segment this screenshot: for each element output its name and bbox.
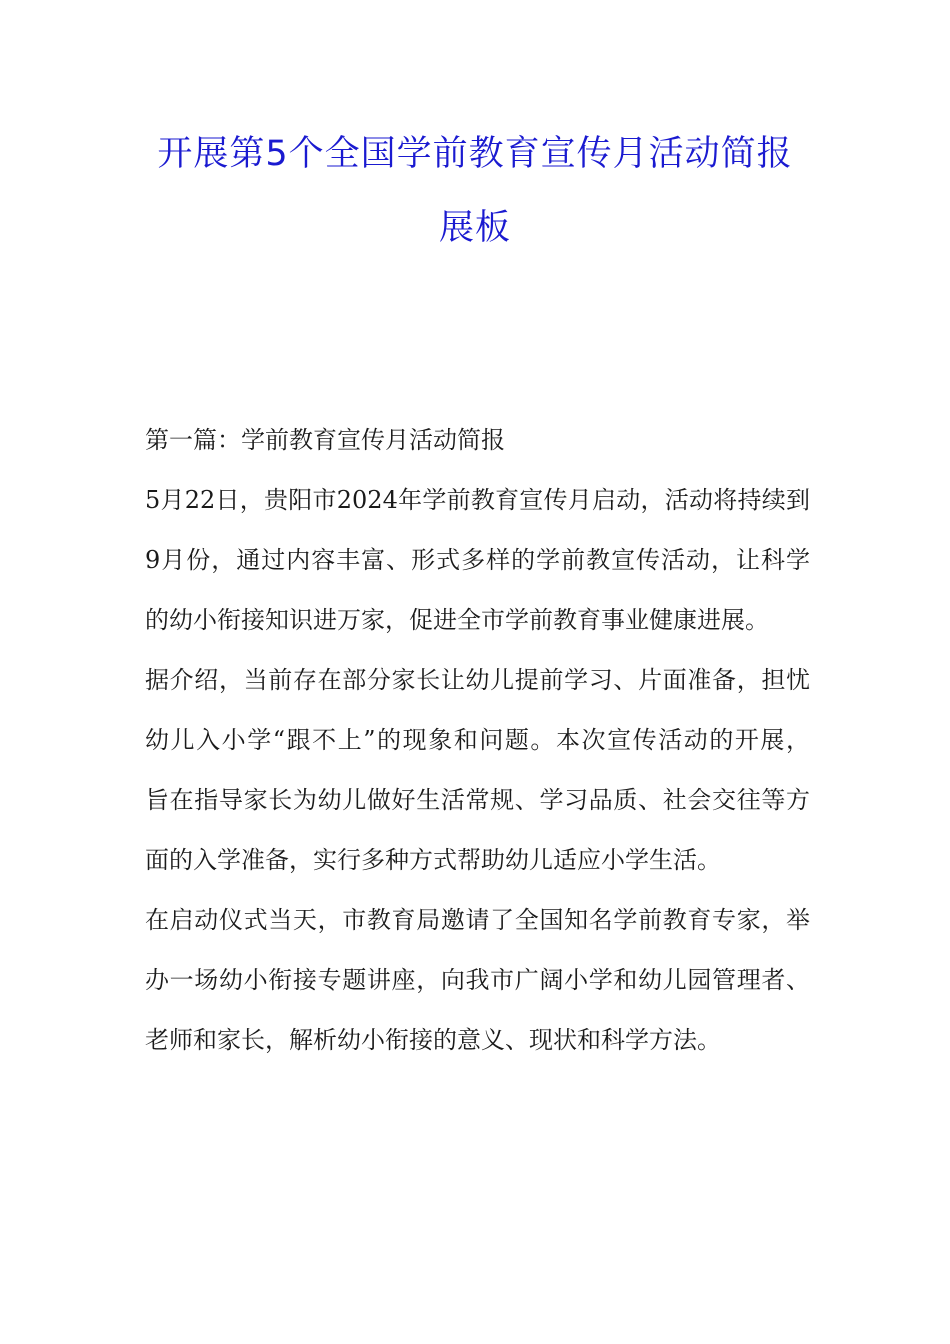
- paragraph-1-line-3: 的幼小衔接知识进万家，促进全市学前教育事业健康进展。: [145, 606, 769, 634]
- paragraph-1-line-1: 5月22日，贵阳市2024年学前教育宣传月启动，活动将持续到: [145, 486, 810, 514]
- paragraph-1-line-2: 9月份，通过内容丰富、形式多样的学前教宣传活动，让科学: [145, 546, 810, 574]
- paragraph-3-line-1: 在启动仪式当天，市教育局邀请了全国知名学前教育专家，举: [145, 906, 810, 934]
- paragraph-2-line-3: 旨在指导家长为幼儿做好生活常规、学习品质、社会交往等方: [145, 786, 810, 814]
- document-body: [145, 410, 810, 1070]
- paragraph-2-line-2: 幼儿入小学“跟不上”的现象和问题。本次宣传活动的开展，: [145, 726, 810, 754]
- paragraph-2-line-1: 据介绍，当前存在部分家长让幼儿提前学习、片面准备，担忧: [145, 666, 810, 694]
- paragraph-2-line-4: 面的入学准备，实行多种方式帮助幼儿适应小学生活。: [145, 846, 721, 874]
- document-title-line-1: 开展第5个全国学前教育宣传月活动简报: [157, 134, 793, 174]
- paragraph-3-line-3: 老师和家长，解析幼小衔接的意义、现状和科学方法。: [145, 1026, 721, 1054]
- section-heading: 第一篇：学前教育宣传月活动简报: [145, 426, 505, 454]
- paragraph-3-line-2: 办一场幼小衔接专题讲座，向我市广阔小学和幼儿园管理者、: [145, 966, 810, 994]
- document-title-line-2: 展板: [438, 208, 511, 248]
